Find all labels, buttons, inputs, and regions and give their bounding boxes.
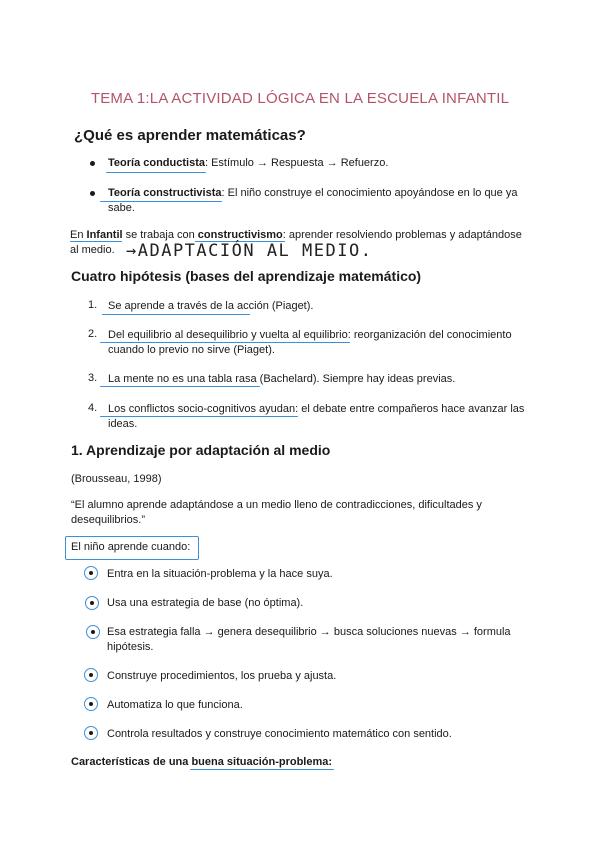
page-title: TEMA 1:LA ACTIVIDAD LÓGICA EN LA ESCUELA INFANTIL bbox=[90, 90, 510, 107]
boxed-label: El niño aprende cuando: bbox=[71, 541, 191, 553]
section-heading-hypotheses: Cuatro hipótesis (bases del aprendizaje matemático) bbox=[71, 268, 422, 284]
underline-mark bbox=[100, 386, 260, 387]
list-item-constructivista: Teoría constructivista: El niño construye el conocimiento apoyándose en lo que ya sabe. bbox=[108, 187, 518, 214]
hypothesis-item: Los conflictos socio-cognitivos ayudan: el debate entre compañeros hace avanzar las ideas. bbox=[108, 403, 525, 430]
hypothesis-item: La mente no es una tabla rasa (Bachelard). Siempre hay ideas previas. bbox=[108, 373, 456, 385]
circled-bullet-icon bbox=[84, 726, 98, 740]
list-number: 2. bbox=[88, 328, 98, 340]
citation: (Brousseau, 1998) bbox=[71, 473, 162, 485]
handwritten-note: →ADAPTACIÓN AL MEDIO. bbox=[126, 241, 373, 261]
circled-bullet-icon bbox=[85, 596, 99, 610]
learning-step: Entra en la situación-problema y la hace suya. bbox=[107, 568, 333, 580]
subheading-characteristics: Características de una buena situación-problema: bbox=[71, 756, 333, 768]
circled-bullet-icon bbox=[84, 668, 98, 682]
bullet bbox=[90, 161, 95, 166]
underline-mark bbox=[190, 769, 334, 770]
underline-mark bbox=[106, 172, 206, 173]
quote: “El alumno aprende adaptándose a un medio lleno de contradicciones, dificultades y desequilibrios.” bbox=[71, 499, 482, 526]
list-number: 4. bbox=[88, 402, 98, 414]
circled-bullet-icon bbox=[84, 697, 98, 711]
learning-step: Automatiza lo que funciona. bbox=[107, 699, 243, 711]
list-item-conductista: Teoría conductista: Estímulo → Respuesta → Refuerzo. bbox=[108, 157, 389, 169]
section-heading-adaptation: 1. Aprendizaje por adaptación al medio bbox=[71, 442, 331, 458]
underline-mark bbox=[100, 201, 222, 202]
hypothesis-item: Del equilibrio al desequilibrio y vuelta al equilibrio: reorganización del conocimiento cuando lo previo no sirve (Piaget). bbox=[108, 329, 512, 356]
section-heading-what-is-math: ¿Qué es aprender matemáticas? bbox=[74, 127, 306, 144]
underline-mark bbox=[100, 416, 298, 417]
learning-step: Esa estrategia falla → genera desequilibrio → busca soluciones nuevas → formula hipótesis. bbox=[107, 626, 511, 653]
list-number: 3. bbox=[88, 372, 98, 384]
underline-mark bbox=[100, 342, 350, 343]
bullet bbox=[90, 191, 95, 196]
learning-step: Controla resultados y construye conocimiento matemático con sentido. bbox=[107, 728, 452, 740]
underline-mark bbox=[70, 241, 122, 242]
circled-bullet-icon bbox=[86, 625, 100, 639]
learning-step: Construye procedimientos, los prueba y ajusta. bbox=[107, 670, 337, 682]
learning-step: Usa una estrategia de base (no óptima). bbox=[107, 597, 304, 609]
list-number: 1. bbox=[88, 299, 98, 311]
circled-bullet-icon bbox=[84, 566, 98, 580]
hypothesis-item: Se aprende a través de la acción (Piaget). bbox=[108, 300, 314, 312]
paragraph-infantil: En Infantil se trabaja con constructivismo: aprender resolviendo problemas y adaptándose al medio. bbox=[70, 229, 522, 256]
underline-mark bbox=[102, 314, 250, 315]
